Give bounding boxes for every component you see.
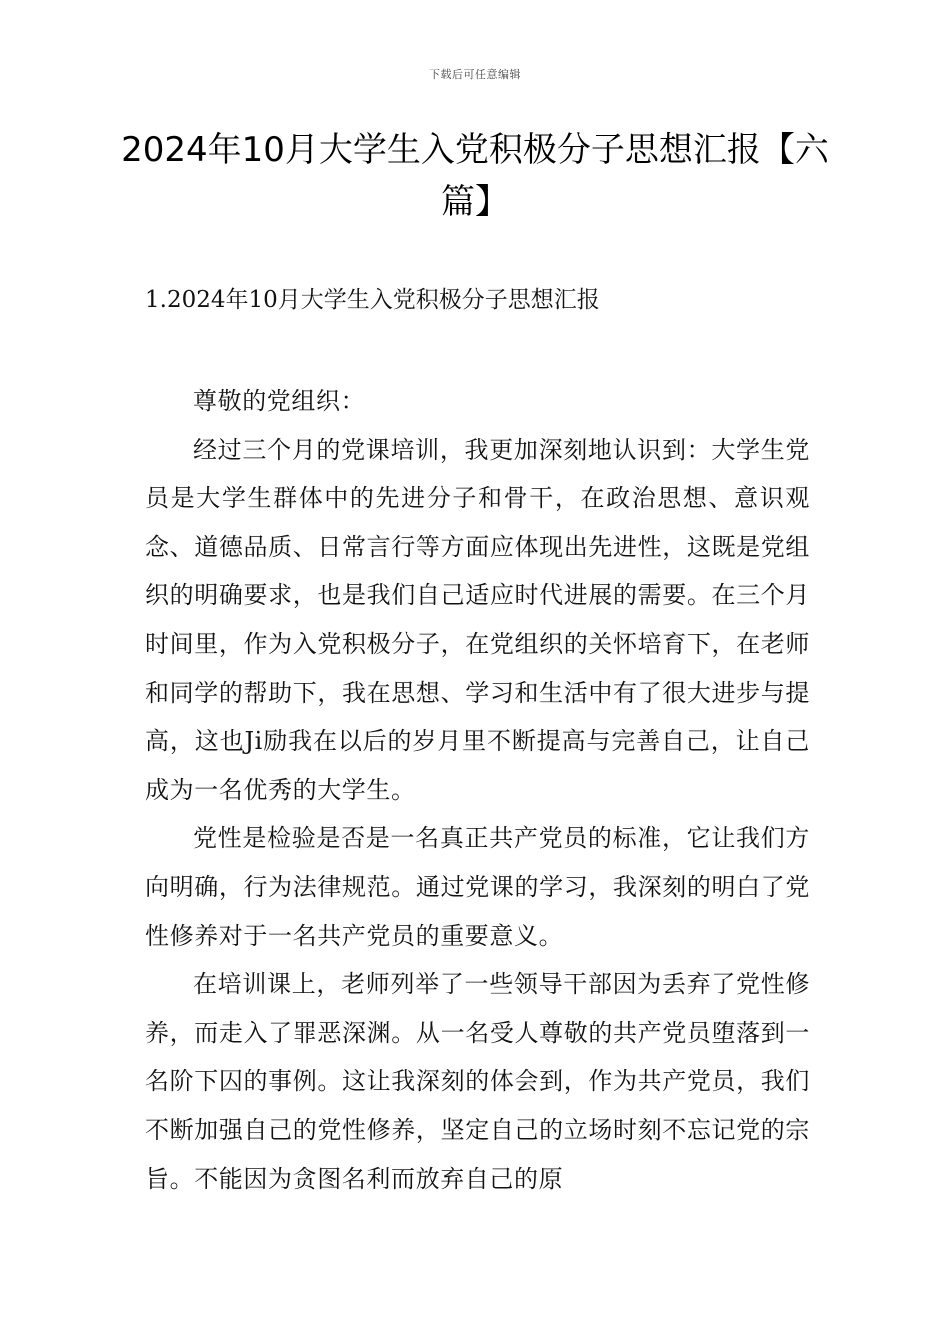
document-title: 2024年10月大学生入党积极分子思想汇报【六篇】 [121, 130, 829, 222]
paragraph-3: 在培训课上，老师列举了一些领导干部因为丢弃了党性修养，而走入了罪恶深渊。从一名受人尊敬的共产党员堕落到一名阶下囚的事例。这让我深刻的体会到，作为共产党员，我们不断加强自己的党性修养，坚定自己的立场时刻不忘记党的宗旨。不能因为贪图名利而放弃自己的原 [145, 970, 810, 1193]
paragraph-2: 党性是检验是否是一名真正共产党员的标准，它让我们方向明确，行为法律规范。通过党课的学习，我深刻的明白了党性修养对于一名共产党员的重要意义。 [145, 824, 810, 950]
section-heading: 1.2024年10月大学生入党积极分子思想汇报 [145, 287, 600, 313]
document-body [145, 377, 810, 1203]
salutation: 尊敬的党组织： [193, 387, 366, 415]
paragraph-1: 经过三个月的党课培训，我更加深刻地认识到：大学生党员是大学生群体中的先进分子和骨干，在政治思想、意识观念、道德品质、日常言行等方面应体现出先进性，这既是党组织的明确要求，也是我们自己适应时代进展的需要。在三个月时间里，作为入党积极分子，在党组织的关怀培育下，在老师和同学的帮助下，我在思想、学习和生活中有了很大进步与提高，这也Ji励我在以后的岁月里不断提高与完善自己，让自己成为一名优秀的大学生。 [145, 435, 810, 804]
header-note: 下载后可任意编辑 [429, 68, 521, 81]
